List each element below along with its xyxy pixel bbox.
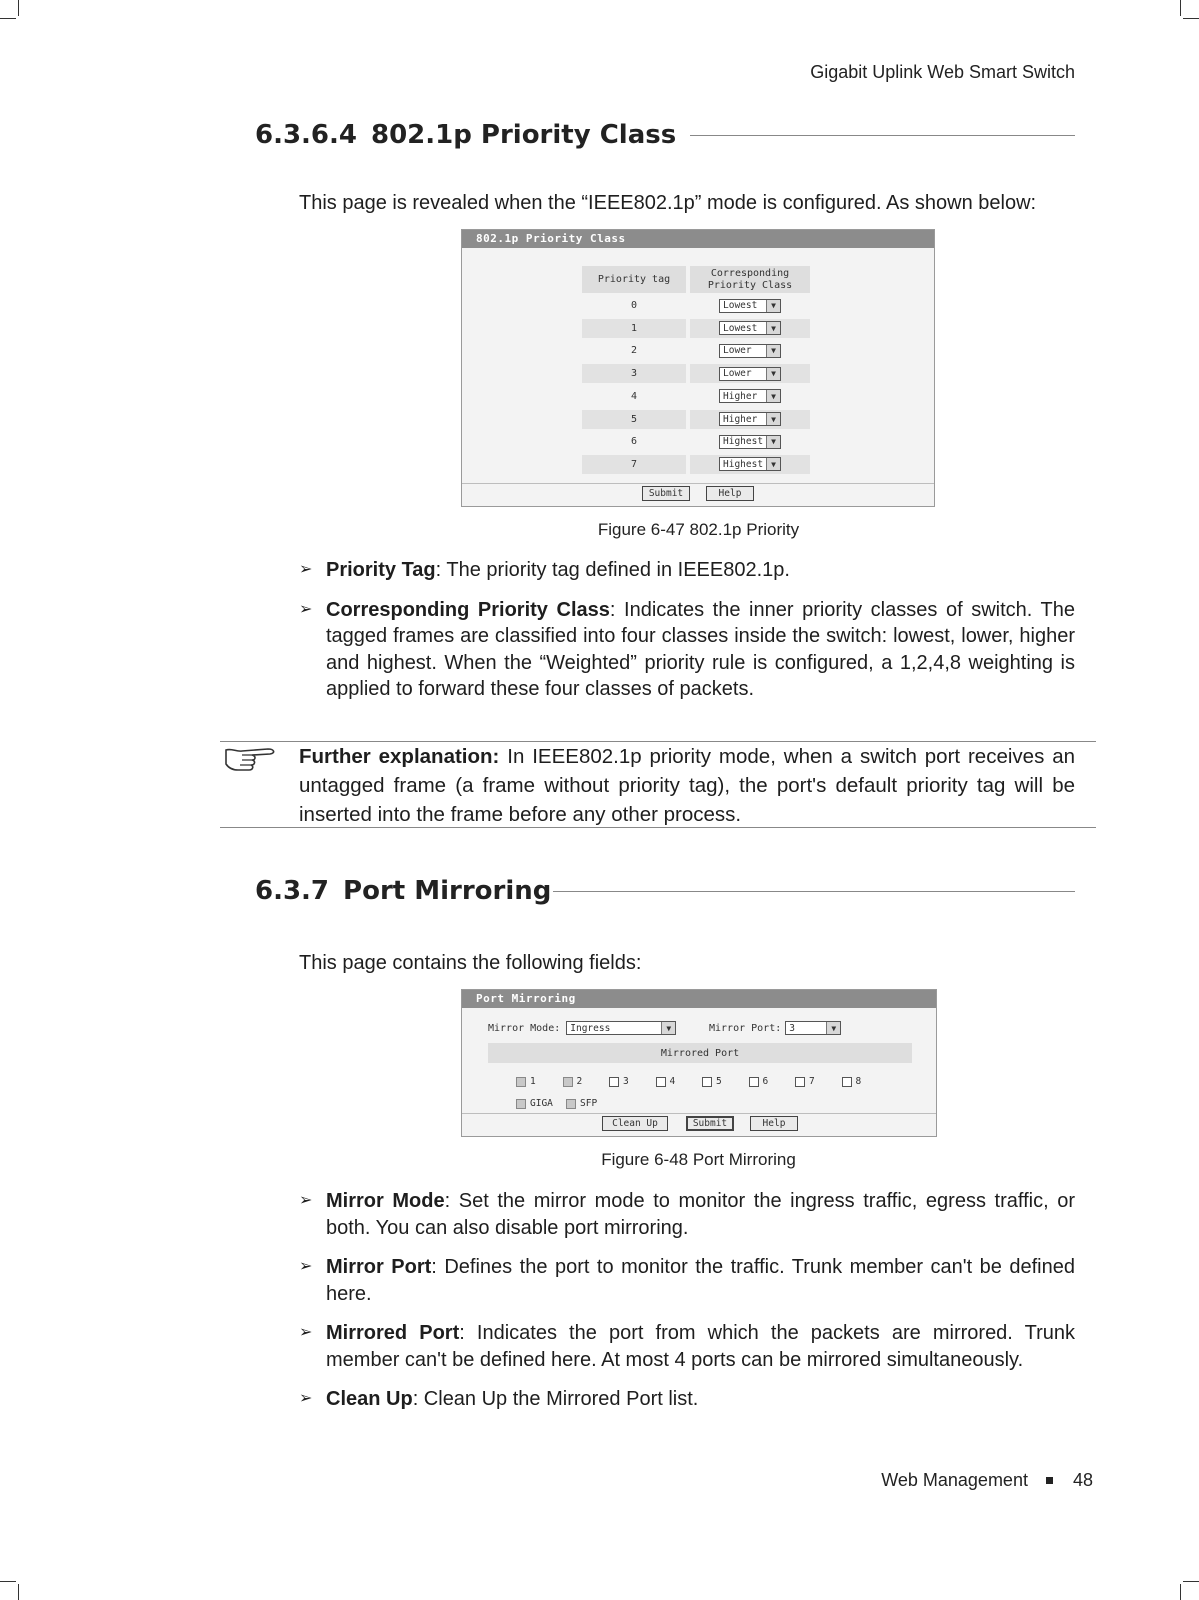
priority-class-value: Higher [723,413,758,425]
running-header: Gigabit Uplink Web Smart Switch [810,62,1075,82]
definition: : Set the mirror mode to monitor the ingress traffic, egress traffic, or both. You can also disable port mirroring. [326,1190,1076,1239]
definition: : Indicates the inner priority classes of switch. The tagged frames are classified into four classes inside the switch: lowest, lower, higher and highest. When the “Weighted” priority rule is configured, a 1,2,4,8 weighting is applied to forward these four classes of packets. [326,598,1076,700]
port-checkbox[interactable] [516,1098,553,1109]
arrowhead-bullet-icon: ➢ [299,561,313,578]
mirror-mode-label: Mirror Mode: [488,1022,561,1034]
priority-class-value: Highest [723,458,764,470]
mirror-mode-value: Ingress [570,1022,611,1034]
heading-rule [553,891,1075,892]
port-checkbox[interactable] [795,1076,815,1087]
priority-class-value: Lower [723,345,752,357]
dropdown-arrow-icon: ▼ [826,1022,840,1034]
port-label: SFP [580,1098,598,1109]
priority-tag-value: 5 [630,413,638,425]
mirror-port-row [709,1021,841,1035]
figure-caption: Figure 6-47 802.1p Priority [597,520,800,539]
priority-class-value: Higher [723,390,758,402]
port-checkbox[interactable] [842,1076,862,1087]
term: Clean Up [326,1388,413,1410]
priority-class-select[interactable] [719,435,781,449]
footer-chapter: Web Management [881,1470,1028,1490]
checkbox-box [516,1099,526,1109]
checkbox-box [656,1077,666,1087]
table-row [582,410,810,429]
col-priority-tag: Priority tag [582,266,686,293]
port-label: 5 [716,1076,722,1087]
footer-square-icon [1046,1477,1053,1484]
crop-mark [1183,18,1199,19]
priority-tag-value: 6 [630,436,638,448]
priority-tag-cell [582,387,686,406]
intro-paragraph: This page contains the following fields: [299,952,642,974]
port-label: 6 [762,1076,769,1087]
heading-rule [690,135,1075,136]
checkbox-box [516,1077,526,1087]
crop-mark [18,1584,19,1600]
priority-tag-cell [582,455,686,474]
priority-class-select[interactable] [719,344,781,358]
table-row [582,387,810,406]
mirror-port-select[interactable] [785,1021,841,1035]
arrowhead-bullet-icon: ➢ [299,1258,313,1275]
col-class-line2: Priority Class [707,279,793,291]
priority-tag-cell [582,364,686,383]
port-label: 2 [576,1076,583,1087]
checkbox-box [609,1077,619,1087]
note-text: In IEEE802.1p priority mode, when a switch port receives an untagged frame (a frame without priority tag), the port's default priority tag will be inserted into the frame before any other process. [299,745,1076,826]
port-label: 3 [623,1076,629,1087]
note-bottom-rule [220,827,1096,828]
mirror-port-value: 3 [789,1022,795,1034]
port-checkbox[interactable] [749,1076,769,1087]
mirror-mode-row [488,1021,676,1035]
priority-tag-cell [582,296,686,315]
priority-class-select[interactable] [719,457,781,471]
term: Mirrored Port [326,1322,460,1344]
priority-class-value: Highest [723,436,764,448]
list-item [299,1254,1075,1307]
screenshot-footer-bar [462,1113,936,1114]
table-row [582,341,810,360]
port-checkbox[interactable] [702,1076,722,1087]
submit-button[interactable]: Submit [642,486,690,501]
page-number: 48 [1072,1470,1093,1490]
table-header [582,266,810,293]
pointing-hand-icon [222,742,282,778]
dropdown-arrow-icon: ▼ [766,436,780,448]
priority-class-cell [690,296,810,315]
bullet-list [299,1188,1075,1426]
page-footer [881,1470,1093,1491]
table-row [582,364,810,383]
intro-paragraph: This page is revealed when the “IEEE802.1p” mode is configured. As shown below: [299,192,1037,214]
section-number: 6.3.6.4 [255,120,357,150]
note-label: Further explanation: [299,745,500,768]
list-item [299,597,1075,703]
mirrored-port-header: Mirrored Port [488,1043,912,1063]
checkbox-box [702,1077,712,1087]
priority-class-cell [690,432,810,451]
crop-mark [18,0,19,16]
screenshot-title: Port Mirroring [462,990,936,1008]
crop-mark [1180,1584,1181,1600]
list-item [299,1386,1075,1413]
priority-class-select[interactable] [719,299,781,313]
checkbox-box [749,1077,759,1087]
checkbox-box [795,1077,805,1087]
table-row [582,319,810,338]
port-checkbox[interactable] [656,1076,676,1087]
port-checkbox[interactable] [516,1076,536,1087]
further-explanation-note [299,742,1075,829]
priority-class-select[interactable] [719,389,781,403]
section-heading-port-mirroring [255,876,1075,906]
dropdown-arrow-icon: ▼ [766,390,780,402]
term: Corresponding Priority Class [326,598,610,621]
dropdown-arrow-icon: ▼ [661,1022,675,1034]
term: Mirror Port [326,1256,432,1278]
help-button[interactable]: Help [706,486,754,501]
table-row [582,296,810,315]
crop-mark [1180,0,1181,16]
table-row [582,432,810,451]
priority-tag-value: 3 [630,368,638,380]
priority-tag-cell [582,319,686,338]
dropdown-arrow-icon: ▼ [766,300,780,312]
priority-class-value: Lowest [723,322,758,334]
priority-tag-cell [582,410,686,429]
priority-tag-value: 7 [630,458,638,470]
arrowhead-bullet-icon: ➢ [299,1390,313,1407]
priority-class-screenshot [461,229,935,507]
priority-class-cell [690,455,810,474]
bullet-list [299,557,1075,716]
definition: : Defines the port to monitor the traffic. Trunk member can't be defined here. [326,1256,1075,1305]
priority-class-cell [690,387,810,406]
port-checkbox[interactable] [563,1076,583,1087]
list-item [299,557,1075,584]
term: Mirror Mode [326,1190,445,1212]
priority-tag-value: 0 [630,300,638,311]
crop-mark [0,1581,16,1582]
port-label: 8 [855,1076,862,1087]
help-button[interactable]: Help [750,1116,798,1131]
term: Priority Tag [326,559,436,581]
priority-tag-cell [582,432,686,451]
dropdown-arrow-icon: ▼ [766,345,780,357]
dropdown-arrow-icon: ▼ [766,458,780,470]
arrowhead-bullet-icon: ➢ [299,1192,313,1209]
mirror-mode-select[interactable] [566,1021,676,1035]
section-title: 802.1p Priority Class [371,120,677,150]
definition: : The priority tag defined in IEEE802.1p. [435,559,790,581]
definition: : Indicates the port from which the packets are mirrored. Trunk member can't be defined here. At most 4 ports can be mirrored simultaneously. [326,1322,1075,1371]
dropdown-arrow-icon: ▼ [766,322,780,334]
priority-class-value: Lowest [723,300,758,311]
screenshot-footer-bar [462,483,934,484]
port-mirroring-screenshot [461,989,937,1137]
priority-class-cell [690,410,810,429]
port-checkbox[interactable] [609,1076,629,1087]
table-row [582,455,810,474]
priority-class-cell [690,364,810,383]
crop-mark [1183,1581,1199,1582]
priority-class-select[interactable] [719,367,781,381]
checkbox-box [566,1099,576,1109]
definition: : Clean Up the Mirrored Port list. [412,1388,699,1410]
clean-up-button[interactable]: Clean Up [602,1116,668,1131]
checkbox-box [842,1077,852,1087]
priority-tag-cell [582,341,686,360]
col-class-line1: Corresponding [710,267,790,279]
port-checkbox[interactable] [566,1098,597,1109]
col-priority-class [690,266,810,293]
port-label: 4 [669,1076,676,1087]
crop-mark [0,18,16,19]
section-title: Port Mirroring [343,876,552,906]
priority-tag-value: 2 [630,345,638,357]
priority-class-cell [690,341,810,360]
mirror-port-label: Mirror Port: [709,1022,782,1034]
dropdown-arrow-icon: ▼ [766,368,780,380]
arrowhead-bullet-icon: ➢ [299,1324,313,1341]
priority-class-value: Lower [723,368,752,380]
port-label: 1 [530,1076,536,1087]
priority-class-select[interactable] [719,412,781,426]
figure-caption: Figure 6-48 Port Mirroring [601,1150,796,1169]
section-heading-priority-class [255,120,1075,150]
screenshot-title: 802.1p Priority Class [462,230,934,248]
port-label: GIGA [530,1098,553,1109]
priority-class-cell [690,319,810,338]
priority-tag-value: 4 [630,390,638,402]
dropdown-arrow-icon: ▼ [766,413,780,425]
arrowhead-bullet-icon: ➢ [299,600,313,618]
priority-class-select[interactable] [719,321,781,335]
checkbox-box [563,1077,573,1087]
list-item [299,1188,1075,1241]
priority-tag-value: 1 [630,322,638,334]
port-label: 7 [809,1076,815,1087]
submit-button[interactable]: Submit [686,1116,734,1131]
list-item [299,1320,1075,1373]
section-number: 6.3.7 [255,876,330,906]
